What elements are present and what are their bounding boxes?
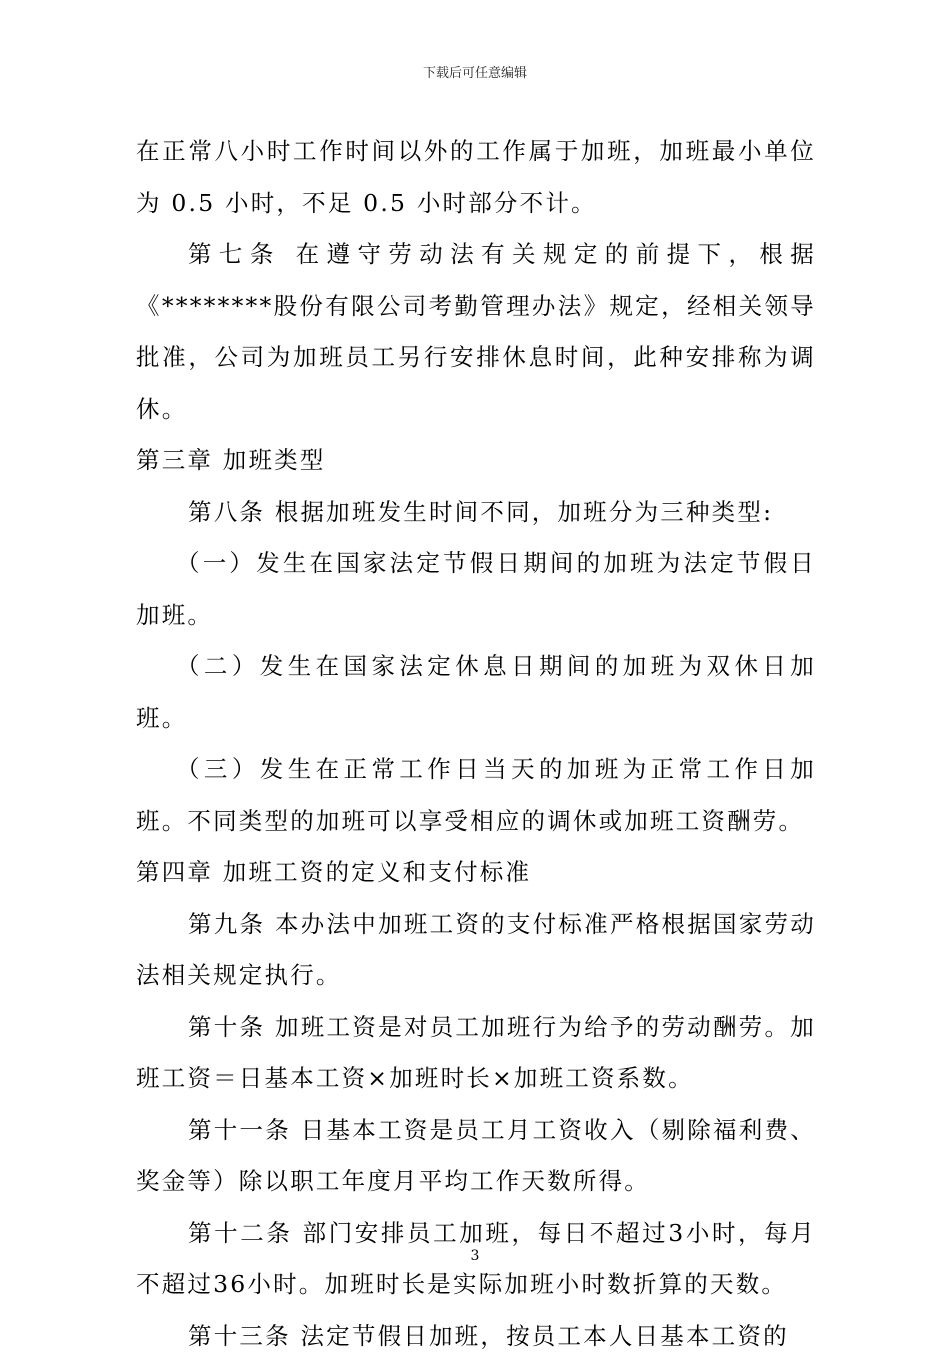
paragraph-overtime-definition: 在正常八小时工作时间以外的工作属于加班，加班最小单位为 0.5 小时，不足 0.5 小时部分不计。: [136, 126, 816, 229]
article-9: 第九条 本办法中加班工资的支付标准严格根据国家劳动法相关规定执行。: [136, 899, 816, 1002]
chapter-4-heading: 第四章 加班工资的定义和支付标准: [136, 847, 816, 899]
page-number: 3: [0, 1248, 950, 1264]
article-10: 第十条 加班工资是对员工加班行为给予的劳动酬劳。加班工资＝日基本工资×加班时长×加班工资系数。: [136, 1002, 816, 1105]
chapter-3-heading: 第三章 加班类型: [136, 435, 816, 487]
article-12: 第十二条 部门安排员工加班，每日不超过3小时，每月不超过36小时。加班时长是实际加班小时数折算的天数。: [136, 1208, 816, 1311]
list-item-1: （一）发生在国家法定节假日期间的加班为法定节假日加班。: [136, 538, 816, 641]
page-header: 下载后可任意编辑: [0, 66, 950, 82]
list-item-3: （三）发生在正常工作日当天的加班为正常工作日加班。不同类型的加班可以享受相应的调休或加班工资酬劳。: [136, 744, 816, 847]
article-8: 第八条 根据加班发生时间不同，加班分为三种类型:: [136, 487, 816, 539]
document-body: [136, 126, 816, 1362]
list-item-2: （二）发生在国家法定休息日期间的加班为双休日加班。: [136, 641, 816, 744]
article-7: 第七条 在遵守劳动法有关规定的前提下，根据《********股份有限公司考勤管理办法》规定，经相关领导批准，公司为加班员工另行安排休息时间，此种安排称为调休。: [136, 229, 816, 435]
article-11: 第十一条 日基本工资是员工月工资收入（剔除福利费、奖金等）除以职工年度月平均工作天数所得。: [136, 1105, 816, 1208]
article-13: 第十三条 法定节假日加班，按员工本人日基本工资的: [136, 1311, 816, 1362]
